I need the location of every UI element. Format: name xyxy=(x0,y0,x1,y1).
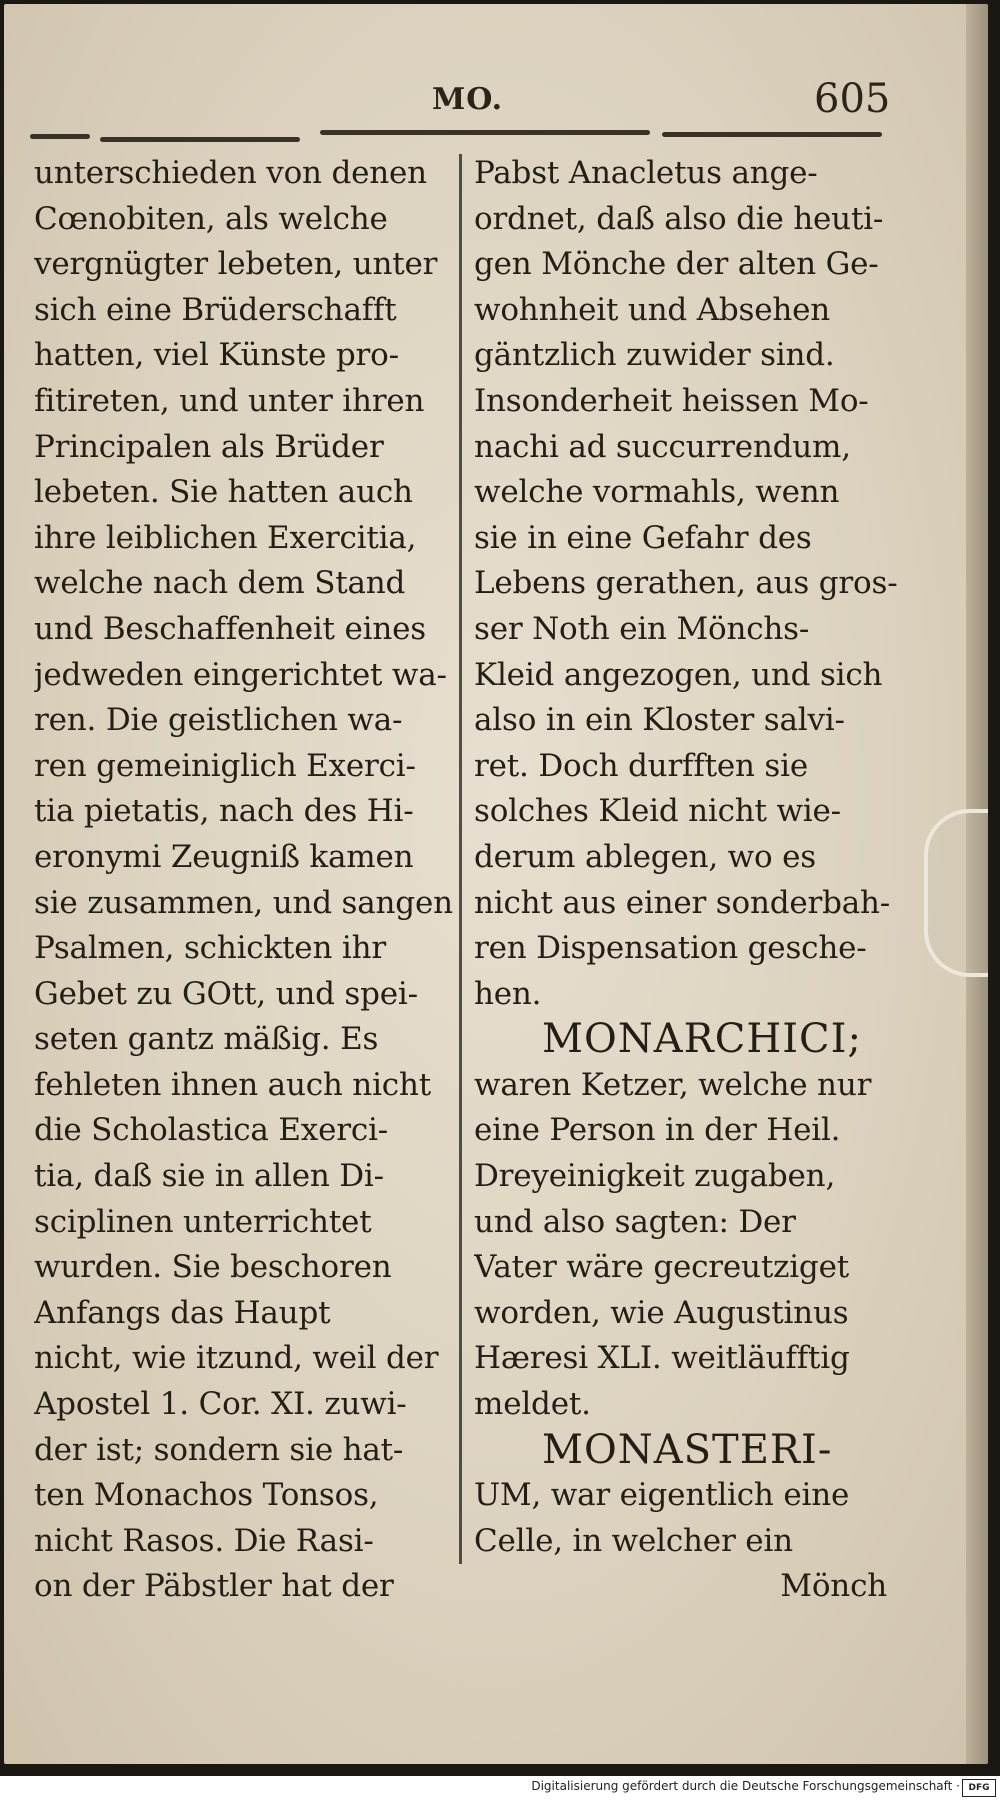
text-line: nachi ad succurrendum, xyxy=(474,428,851,465)
text-line: unterschieden von denen xyxy=(34,155,427,191)
text-line: und Beschaffenheit eines xyxy=(34,610,426,647)
text-line: sie in eine Gefahr des xyxy=(474,519,812,556)
entry-heading: MONARCHICI; xyxy=(542,1017,862,1063)
text-line: on der Päbstler hat der xyxy=(34,1568,394,1605)
text-line: Insonderheit heissen Mo- xyxy=(474,382,869,419)
text-line: nicht, wie itzund, weil der xyxy=(34,1340,439,1377)
text-line: tia pietatis, nach des Hi- xyxy=(34,793,414,830)
book-page xyxy=(4,4,988,1764)
text-line: und also sagten: Der xyxy=(474,1203,796,1240)
text-line: eronymi Zeugniß kamen xyxy=(34,838,414,875)
header-rule xyxy=(100,137,300,142)
text-line: Lebens gerathen, aus gros- xyxy=(474,565,898,602)
running-head: MO. xyxy=(432,82,504,117)
text-line: tia, daß sie in allen Di- xyxy=(34,1158,384,1195)
text-line: also in ein Kloster salvi- xyxy=(474,702,845,739)
text-line: sie zusammen, und sangen xyxy=(34,884,453,921)
header-rule xyxy=(30,134,90,139)
text-line: welche vormahls, wenn xyxy=(474,474,840,511)
text-line: jedweden eingerichtet wa- xyxy=(34,656,447,693)
header-rule xyxy=(320,130,650,135)
text-line: worden, wie Augustinus xyxy=(474,1294,849,1331)
text-line: Apostel 1. Cor. XI. zuwi- xyxy=(34,1386,407,1423)
text-line: Hæresi XLI. weitläufftig xyxy=(474,1340,850,1377)
text-line: fehleten ihnen auch nicht xyxy=(34,1066,431,1103)
text-line: Celle, in welcher ein xyxy=(474,1522,793,1559)
text-line: sciplinen unterrichtet xyxy=(34,1203,372,1240)
entry-heading: MONASTERI- xyxy=(542,1427,833,1473)
text-line: fitireten, und unter ihren xyxy=(34,382,425,419)
text-line: Vater wäre gecreutziget xyxy=(474,1249,849,1286)
text-line: gen Mönche der alten Ge- xyxy=(474,246,879,283)
text-line: welche nach dem Stand xyxy=(34,565,406,602)
text-line: eine Person in der Heil. xyxy=(474,1112,841,1149)
text-line: ser Noth ein Mönchs- xyxy=(474,610,810,647)
text-line: ren. Die geistlichen wa- xyxy=(34,702,403,739)
digitization-footer xyxy=(0,1776,1000,1801)
header-rule xyxy=(662,132,882,137)
text-line: ret. Doch durfften sie xyxy=(474,747,808,784)
left-column xyxy=(34,151,472,1610)
text-line: meldet. xyxy=(474,1386,591,1423)
text-line: die Scholastica Exerci- xyxy=(34,1112,388,1149)
text-line: wohnheit und Absehen xyxy=(474,291,831,328)
dfg-logo: DFG xyxy=(962,1779,996,1797)
text-line: nicht aus einer sonderbah- xyxy=(474,884,891,921)
text-line: vergnügter lebeten, unter xyxy=(34,246,438,283)
text-line: waren Ketzer, welche nur xyxy=(474,1066,872,1103)
text-line: Pabst Anacletus ange- xyxy=(474,155,818,191)
catchword: Mönch xyxy=(780,1568,887,1605)
text-line: seten gantz mäßig. Es xyxy=(34,1021,379,1058)
page-number: 605 xyxy=(814,76,891,122)
text-line: wurden. Sie beschoren xyxy=(34,1249,392,1286)
text-line: gäntzlich zuwider sind. xyxy=(474,337,835,374)
text-line: ren Dispensation gesche- xyxy=(474,930,867,967)
text-line: Kleid angezogen, und sich xyxy=(474,656,883,693)
text-line: lebeten. Sie hatten auch xyxy=(34,474,413,511)
text-line: Psalmen, schickten ihr xyxy=(34,930,386,967)
text-line: der ist; sondern sie hat- xyxy=(34,1431,404,1468)
text-line: ihre leiblichen Exercitia, xyxy=(34,519,417,556)
text-line: derum ablegen, wo es xyxy=(474,838,816,875)
text-line: Anfangs das Haupt xyxy=(34,1294,331,1331)
text-line: Principalen als Brüder xyxy=(34,428,384,465)
page-header xyxy=(4,76,988,132)
text-line: ten Monachos Tonsos, xyxy=(34,1477,379,1514)
text-line: UM, war eigentlich eine xyxy=(474,1477,850,1514)
text-line: ren gemeiniglich Exerci- xyxy=(34,747,416,784)
text-line: nicht Rasos. Die Rasi- xyxy=(34,1522,374,1559)
text-line: ordnet, daß also die heuti- xyxy=(474,200,884,237)
text-line: Dreyeinigkeit zugaben, xyxy=(474,1158,836,1195)
text-line: solches Kleid nicht wie- xyxy=(474,793,841,830)
text-line: sich eine Brüderschafft xyxy=(34,291,397,328)
thumb-tab xyxy=(924,809,988,977)
funding-note: Digitalisierung gefördert durch die Deutsche Forschungsgemeinschaft · xyxy=(531,1779,960,1793)
text-line: Cœnobiten, als welche xyxy=(34,200,388,237)
text-line: hen. xyxy=(474,975,542,1012)
text-line: hatten, viel Künste pro- xyxy=(34,337,399,374)
right-column xyxy=(474,151,899,1610)
text-line: Gebet zu GOtt, und spei- xyxy=(34,975,418,1012)
